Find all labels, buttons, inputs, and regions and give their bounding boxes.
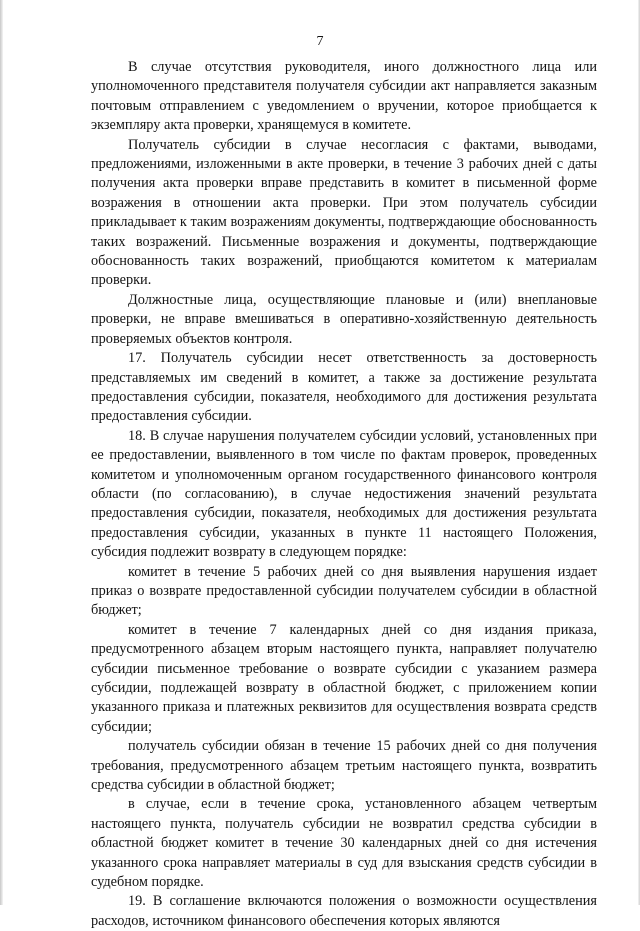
document-body [91,58,597,931]
paragraph-item-18-demand: комитет в течение 7 календарных дней со дня издания приказа, предусмотренного абзацем вторым настоящего пункта, направляет получателю субсидии письменное требование о возврате субсидии с указанием размера субсидии, подлежащей возврату в областной бюджет, с приложением копии указанного приказа и платежных реквизитов для осуществления возврата средств субсидии; [91,621,597,735]
page-number: 7 [316,34,324,49]
paragraph-item-18-return: получатель субсидии обязан в течение 15 рабочих дней со дня получения требования, предусмотренного абзацем третьим настоящего пункта, возвратить средства субсидии в областной бюджет; [91,738,597,794]
paragraph-item-18: 18. В случае нарушения получателем субсидии условий, установленных при ее предоставлении, выявленного в том числе по фактам проверок, проведенных комитетом и уполномоченным органом государственного финансового контроля области (по согласованию), в случае недостижения значений результата предоставления субсидии, показателя, необходимых для достижения результата предоставления субсидии, указанных в пункте 11 настоящего Положения, субсидия подлежит возврату в следующем порядке: [91,427,597,561]
paragraph-objections: Получатель субсидии в случае несогласия с фактами, выводами, предложениями, изложенными в акте проверки, в течение 3 рабочих дней с даты получения акта проверки вправе представить в комитет в письменной форме возражения в отношении акта проверки. При этом получатель субсидии прикладывает к таким возражениям документы, подтверждающие обоснованность таких возражений. Письменные возражения и документы, подтверждающие обоснованность таких возражений, приобщаются комитетом к материалам проверки. [91,136,597,289]
paragraph-item-17: 17. Получатель субсидии несет ответственность за достоверность представляемых им сведений в комитет, а также за достижение результата предоставления субсидии, показателя, необходимого для достижения результата предоставления субсидии. [91,350,597,425]
paragraph-item-18-court: в случае, если в течение срока, установленного абзацем четвертым настоящего пункта, получатель субсидии не возвратил средства субсидии в областной бюджет комитет в течение 30 календарных дней со дня истечения указанного срока направляет материалы в суд для взыскания средств субсидии в судебном порядке. [91,796,597,891]
paragraph-officials-non-interference: Должностные лица, осуществляющие плановые и (или) внеплановые проверки, не вправе вмешиваться в оперативно-хозяйственную деятельность проверяемых объектов контроля. [91,291,597,347]
paragraph-inspection-act-mailing: В случае отсутствия руководителя, иного должностного лица или уполномоченного представителя получателя субсидии акт направляется заказным почтовым отправлением с уведомлением о вручении, которое приобщается к экземпляру акта проверки, хранящемуся в комитете. [91,59,597,134]
paragraph-item-18-order: комитет в течение 5 рабочих дней со дня выявления нарушения издает приказ о возврате предоставленной субсидии получателем субсидии в областной бюджет; [91,563,597,619]
paragraph-item-19: 19. В соглашение включаются положения о возможности осуществления расходов, источником финансового обеспечения которых являются [91,893,597,929]
scan-edge-left [0,0,3,905]
